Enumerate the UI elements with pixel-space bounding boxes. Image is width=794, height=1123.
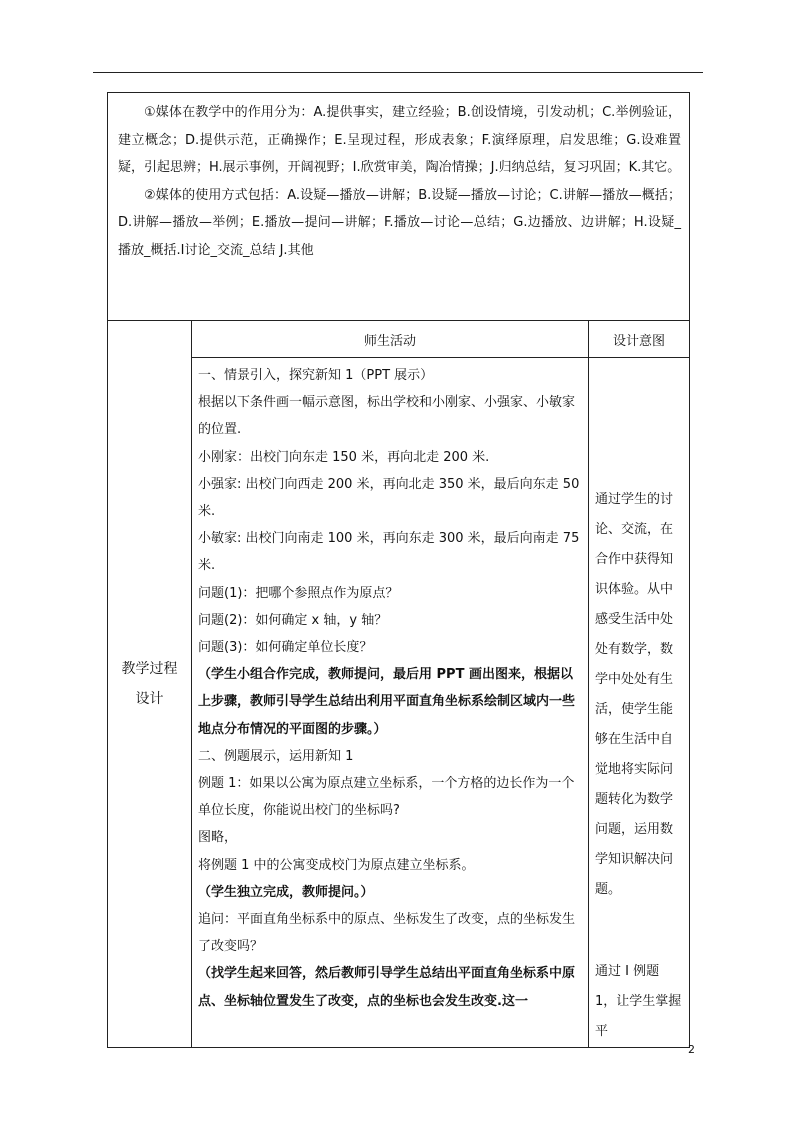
header-row bbox=[108, 321, 690, 358]
content-row bbox=[108, 358, 690, 1048]
media-usage-paragraph: ②媒体的使用方式包括：A.设疑—播放—讲解；B.设疑—播放—讨论；C.讲解—播放—概括；D.讲解—播放—举例；E.播放—提问—讲解；F.播放—讨论—总结；G.边播放、边讲解；H.设疑_播放_概括.I讨论_交流_总结 J.其他 bbox=[118, 187, 682, 258]
row-label-line-2: 设计 bbox=[135, 691, 164, 707]
question-1: 问题(1)：把哪个参照点作为原点？ bbox=[198, 585, 399, 601]
intent-block-1: 通过学生的讨论、交流，在合作中获得知识体验。从中感受生活中处处有数学，数学中处处有生活，使学生能够在生活中自觉地将实际问题转化为数学问题，运用数学知识解决问题。 bbox=[595, 492, 674, 897]
media-cell bbox=[108, 93, 690, 321]
media-row bbox=[108, 93, 690, 321]
row-label-cell bbox=[108, 321, 192, 1048]
figure-omitted: 图略， bbox=[198, 830, 238, 846]
activity-header: 师生活动 bbox=[192, 321, 589, 358]
xiaogang-home: 小刚家：出校门向东走 150 米，再向北走 200 米. bbox=[198, 449, 490, 465]
lesson-plan-table bbox=[107, 92, 690, 1048]
xiaoqiang-home: 小强家: 出校门向西走 200 米，再向北走 350 米，最后向东走 50 米. bbox=[198, 476, 580, 520]
question-3: 问题(3)：如何确定单位长度？ bbox=[198, 640, 373, 656]
independent-work-note: （学生独立完成，教师提问。） bbox=[198, 884, 374, 900]
media-roles-paragraph: ①媒体在教学中的作用分为：A.提供事实，建立经验；B.创设情境，引发动机；C.举例验证，建立概念；D.提供示范，正确操作；E.呈现过程，形成表象；F.演绎原理，启发思维；G.设难置疑，引起思辨；H.展示事例，开阔视野；I.欣赏审美，陶冶情操；J.归纳总结，复习巩固；K.其它。 bbox=[118, 105, 682, 175]
example-1-variant: 将例题 1 中的公寓变成校门为原点建立坐标系。 bbox=[198, 857, 475, 873]
design-intent-cell bbox=[589, 358, 690, 1048]
question-2: 问题(2)：如何确定 x 轴，y 轴？ bbox=[198, 612, 388, 628]
intent-block-2: 通过 I 例题 1，让学生掌握平 bbox=[595, 964, 682, 1039]
teacher-student-activity-cell bbox=[192, 358, 589, 1048]
section-heading-2: 二、例题展示，运用新知 1 bbox=[198, 748, 354, 764]
page-number: 2 bbox=[688, 1043, 695, 1056]
example-1: 例题 1：如果以公寓为原点建立坐标系，一个方格的边长作为一个单位长度，你能说出校门的坐标吗? bbox=[198, 776, 575, 819]
header-rule bbox=[93, 72, 703, 73]
intent-header: 设计意图 bbox=[589, 321, 690, 358]
group-work-note: （学生小组合作完成，教师提问，最后用 PPT 画出图来，根据以上步骤，教师引导学生总结出利用平面直角坐标系绘制区域内一些地点分布情况的平面图的步骤。） bbox=[198, 667, 576, 737]
section-heading-1: 一、情景引入，探究新知 1（PPT 展示） bbox=[198, 368, 434, 383]
row-label-line-1: 教学过程 bbox=[121, 661, 178, 677]
follow-up-question: 追问：平面直角坐标系中的原点、坐标发生了改变，点的坐标发生了改变吗？ bbox=[198, 912, 576, 955]
xiaomin-home: 小敏家: 出校门向南走 100 米，再向东走 300 米，最后向南走 75 米. bbox=[198, 531, 580, 574]
summary-note: （找学生起来回答，然后教师引导学生总结出平面直角坐标系中原点、坐标轴位置发生了改变，点的坐标也会发生改变.这一 bbox=[198, 966, 576, 1009]
task-description: 根据以下条件画一幅示意图，标出学校和小刚家、小强家、小敏家的位置. bbox=[198, 395, 576, 438]
